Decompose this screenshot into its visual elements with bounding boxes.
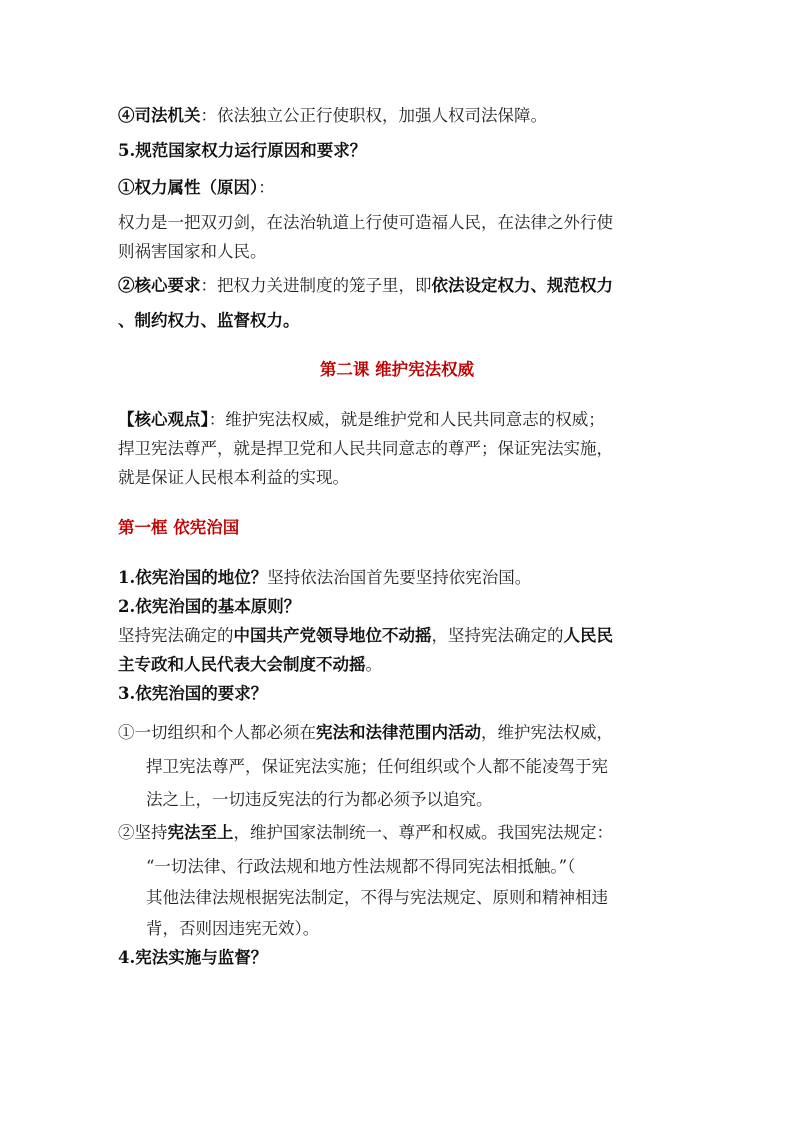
r1-text-a: ①一切组织和个人都必须在	[118, 723, 316, 742]
core-requirement-line-2: 、制约权力、监督权力。	[118, 311, 300, 330]
q2-text-c: ，坚持宪法确定的	[431, 626, 564, 645]
r1-text-c: ，维护宪法权威，	[481, 723, 613, 742]
judicial-organ-term: ④司法机关	[118, 106, 201, 125]
question-5-heading: 5.规范国家权力运行原因和要求？	[118, 141, 367, 160]
q2-text-e: 主专政和人民代表大会制度不动摇	[118, 655, 366, 674]
core-viewpoint-text-1: ：维护宪法权威，就是维护党和人民共同意志的权威；	[208, 410, 605, 429]
judicial-organ-text: ：依法独立公正行使职权，加强人权司法保障。	[200, 106, 547, 125]
question-1-line	[118, 566, 531, 590]
power-attribute-line	[118, 176, 275, 200]
question-2-heading: 2.依宪治国的基本原则？	[118, 597, 301, 616]
requirement-2-line-1	[118, 821, 613, 845]
power-attribute-term: ①权力属性（原因）	[118, 178, 259, 197]
q2-text-d: 人民民	[563, 626, 613, 645]
r2-text-c: ，维护国家法制统一、尊严和权威。我国宪法规定：	[233, 823, 613, 842]
core-requirement-text: ：把权力关进制度的笼子里，即	[200, 276, 432, 295]
requirement-1-line-3: 法之上，一切违反宪法的行为都必须予以追究。	[146, 790, 493, 809]
q2-text-f: 。	[365, 655, 382, 674]
requirement-1-line-2: 捍卫宪法尊严，保证宪法实施；任何组织或个人都不能凌驾于宪	[146, 757, 608, 776]
core-requirement-emphasis: 依法设定权力、规范权力	[431, 276, 613, 295]
question-3-heading: 3.依宪治国的要求？	[118, 684, 268, 703]
frame-title: 第一框 依宪治国	[118, 518, 240, 537]
power-attribute-text-1: 权力是一把双刃剑，在法治轨道上行使可造福人民，在法律之外行使	[118, 213, 613, 232]
core-requirement-line	[118, 274, 613, 298]
question-4-heading: 4.宪法实施与监督？	[118, 948, 268, 967]
q2-text-a: 坚持宪法确定的	[118, 626, 234, 645]
core-viewpoint-line-1	[118, 408, 605, 432]
requirement-2-line-4: 背，否则因违宪无效）。	[146, 919, 320, 938]
question-1-heading: 1.依宪治国的地位？	[118, 568, 268, 587]
core-viewpoint-line-2: 捍卫宪法尊严，就是捍卫党和人民共同意志的尊严；保证宪法实施，	[118, 439, 613, 458]
core-viewpoint-line-3: 就是保证人民根本利益的实现。	[118, 468, 349, 487]
question-1-answer: 坚持依法治国首先要坚持依宪治国。	[267, 568, 532, 587]
requirement-1-line-1	[118, 721, 613, 745]
judicial-organ-line	[118, 104, 547, 128]
question-2-answer-line-2	[118, 653, 382, 677]
power-attribute-text-2: 则祸害国家和人民。	[118, 242, 267, 261]
power-attribute-colon: ：	[258, 178, 275, 197]
question-2-answer-line-1	[118, 624, 613, 648]
core-requirement-term: ②核心要求	[118, 276, 201, 295]
r1-text-b: 宪法和法律范围内活动	[316, 723, 481, 742]
q2-text-b: 中国共产党领导地位不动摇	[233, 626, 432, 645]
r2-text-b: 宪法至上	[167, 823, 234, 842]
lesson-title: 第二课 维护宪法权威	[319, 360, 475, 379]
requirement-2-line-3: 其他法律法规根据宪法制定，不得与宪法规定、原则和精神相违	[146, 888, 608, 907]
r2-text-a: ②坚持	[118, 823, 168, 842]
requirement-2-line-2: “一切法律、行政法规和地方性法规都不得同宪法相抵触。”（	[146, 857, 576, 876]
core-viewpoint-label: 【核心观点】	[118, 410, 209, 429]
